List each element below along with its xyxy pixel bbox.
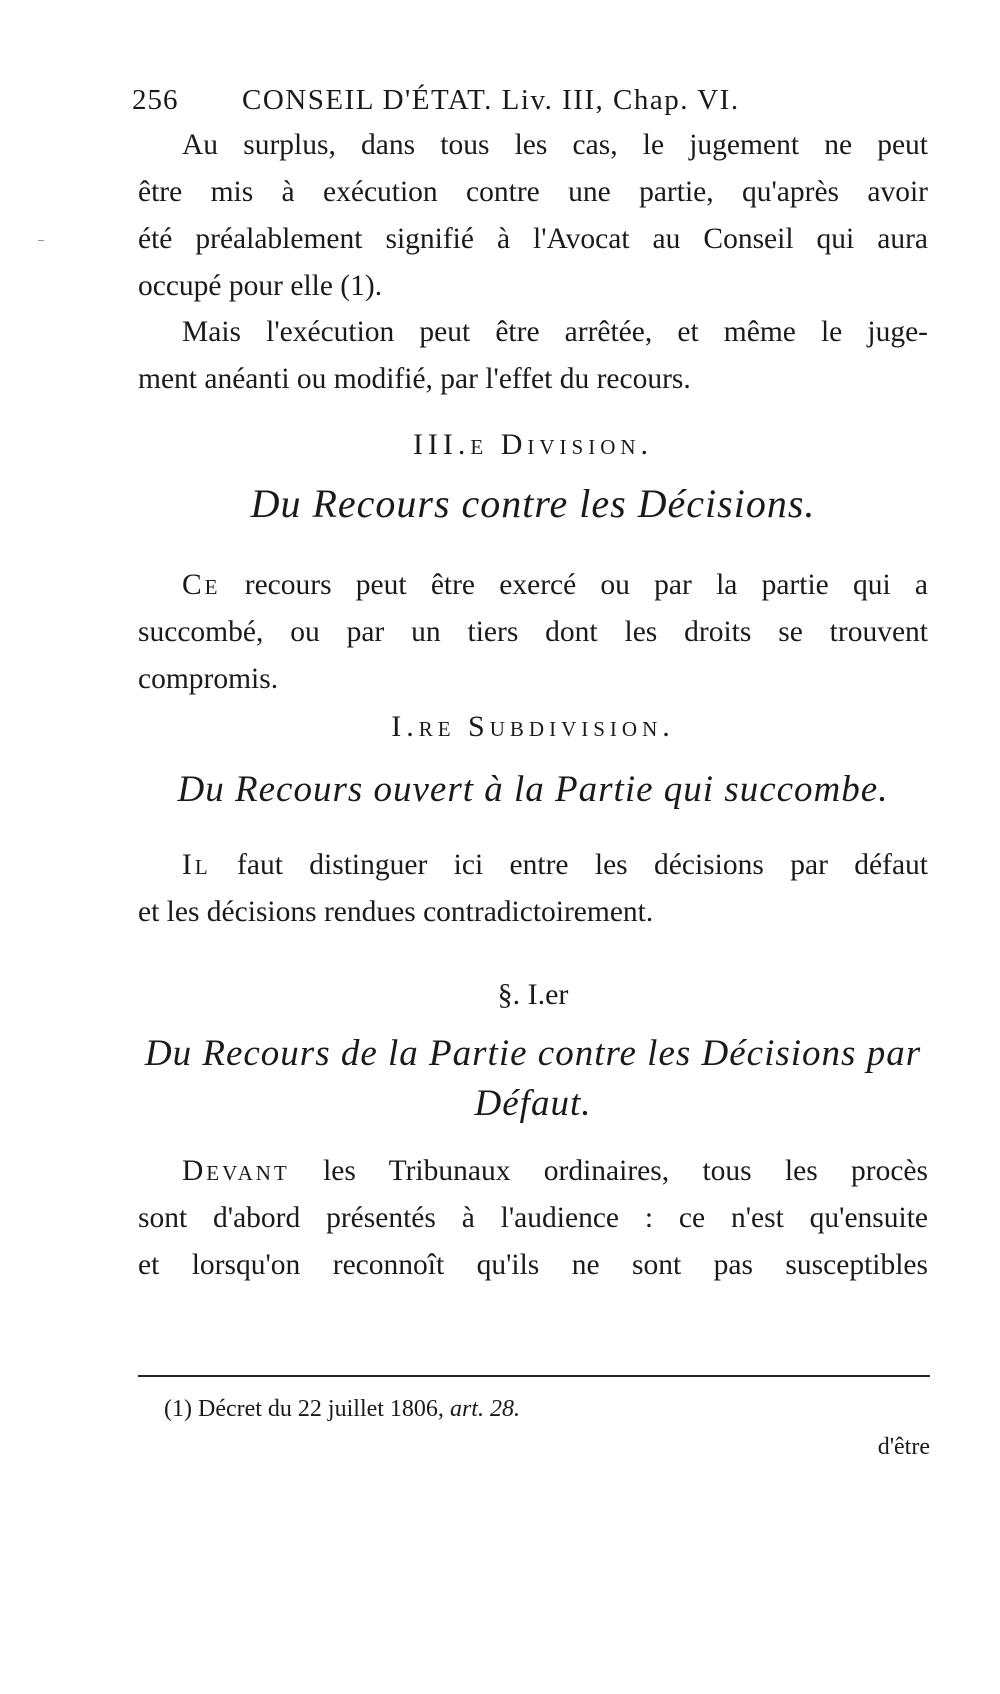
text-line	[138, 1148, 928, 1195]
division-heading: III.e Division.	[412, 428, 654, 461]
running-head	[132, 84, 932, 124]
paragraph-4	[138, 842, 928, 936]
footnote-text: (1) Décret du 22 juillet 1806,	[164, 1396, 444, 1422]
lead-word: Devant	[182, 1155, 290, 1187]
lead-word: Ce	[182, 569, 221, 601]
text-line: Au surplus, dans tous les cas, le jugement ne peut	[182, 129, 928, 161]
text-line: ment anéanti ou modifié, par l'effet du recours.	[138, 363, 691, 395]
paragraph-1	[138, 122, 928, 310]
running-title: CONSEIL D'ÉTAT. Liv. III, Chap. VI.	[242, 84, 740, 116]
text-line: sont d'abord présentés à l'audience : ce n'est qu'ensuite	[138, 1202, 928, 1234]
section-heading: §. I.er	[497, 978, 569, 1011]
line-rest: faut distinguer ici entre les décisions par défaut	[237, 849, 928, 881]
subdivision-title: Du Recours ouvert à la Partie qui succombe.	[177, 769, 889, 810]
text-line: été préalablement signifié à l'Avocat au Conseil qui aura	[138, 223, 928, 255]
paragraph-2	[138, 309, 928, 403]
subdivision-heading: I.re Subdivision.	[391, 710, 675, 743]
catchword: d'être	[877, 1434, 930, 1460]
section-title-line-1: Du Recours de la Partie contre les Décisions par	[144, 1033, 922, 1074]
text-line: succombé, ou par un tiers dont les droits se trouvent	[138, 616, 928, 648]
text-line	[138, 562, 928, 609]
paragraph-5	[138, 1148, 928, 1289]
text-line: occupé pour elle (1).	[138, 270, 383, 302]
section-title-line-2: Défaut.	[474, 1083, 592, 1124]
text-line	[138, 842, 928, 889]
lead-word: Il	[182, 849, 211, 881]
footnote	[164, 1396, 520, 1423]
footnote-rule	[138, 1375, 930, 1377]
margin-mark	[38, 240, 44, 241]
division-title: Du Recours contre les Décisions.	[250, 481, 816, 526]
line-rest: les Tribunaux ordinaires, tous les procès	[323, 1155, 929, 1187]
line-rest: recours peut être exercé ou par la partie qui a	[244, 569, 928, 601]
text-line: compromis.	[138, 663, 279, 695]
text-line: et les décisions rendues contradictoirement.	[138, 896, 654, 928]
footnote-ref: art. 28.	[449, 1396, 520, 1422]
text-line: être mis à exécution contre une partie, qu'après avoir	[138, 176, 928, 208]
paragraph-3	[138, 562, 928, 703]
page-number: 256	[132, 84, 179, 116]
text-line: et lorsqu'on reconnoît qu'ils ne sont pas susceptibles	[138, 1249, 928, 1281]
text-line: Mais l'exécution peut être arrêtée, et même le juge-	[182, 316, 928, 348]
